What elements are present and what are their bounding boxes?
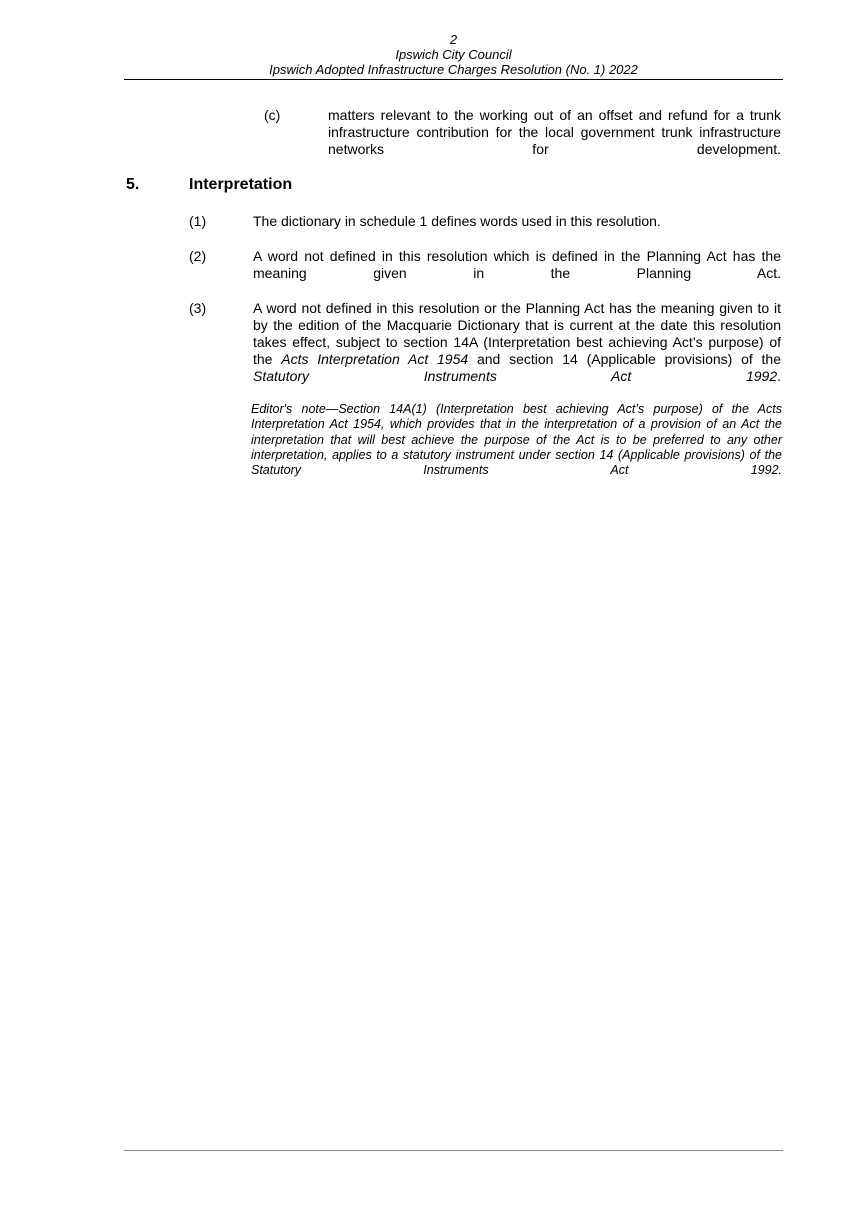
page-header	[124, 32, 783, 77]
statutory-instruments-act-title: Statutory Instruments Act 1992	[253, 368, 778, 384]
subsection-3-text-part3: .	[777, 368, 781, 384]
section-title: Interpretation	[189, 176, 293, 193]
section-number: 5.	[126, 176, 140, 193]
subsection-2-text: A word not defined in this resolution which is defined in the Planning Act has the meaning given in the Planning Act.	[253, 248, 781, 281]
page-number: 2	[449, 32, 458, 47]
subsection-3-text	[253, 300, 781, 402]
item-c-label: (c)	[264, 107, 281, 123]
item-c-text: matters relevant to the working out of an offset and refund for a trunk infrastructure contribution for the local government trunk infrastructure networks for development.	[328, 107, 781, 157]
subsection-3-label: (3)	[189, 300, 207, 316]
subsection-1-text: The dictionary in schedule 1 defines words used in this resolution.	[253, 213, 661, 229]
header-divider	[124, 79, 783, 80]
council-name: Ipswich City Council	[395, 47, 512, 62]
subsection-3-text-part1: A word not defined in this resolution or the Planning Act has the meaning given to it by the edition of the Macquarie Dictionary that is current at the date this resolution takes effect, subject to section 14A (Interpretation best achieving Act’s purpose) of the	[253, 300, 781, 367]
subsection-3-text-part2: and section 14 (Applicable provisions) of the	[468, 351, 782, 367]
document-title: Ipswich Adopted Infrastructure Charges Resolution (No. 1) 2022	[269, 62, 638, 77]
editors-note: Editor's note—Section 14A(1) (Interpretation best achieving Act’s purpose) of the Acts Interpretation Act 1954, which provides that in the interpretation of a provision of an Act the interpretation that will best achieve the purpose of the Act is to be preferred to any other interpretation, applies to a statutory instrument under section 14 (Applicable provisions) of the Statutory Instruments Act 1992.	[251, 402, 782, 478]
subsection-2-label: (2)	[189, 248, 207, 264]
acts-interpretation-act-title: Acts Interpretation Act 1954	[281, 351, 469, 367]
subsection-1-label: (1)	[189, 213, 207, 229]
footer-divider	[124, 1150, 783, 1151]
